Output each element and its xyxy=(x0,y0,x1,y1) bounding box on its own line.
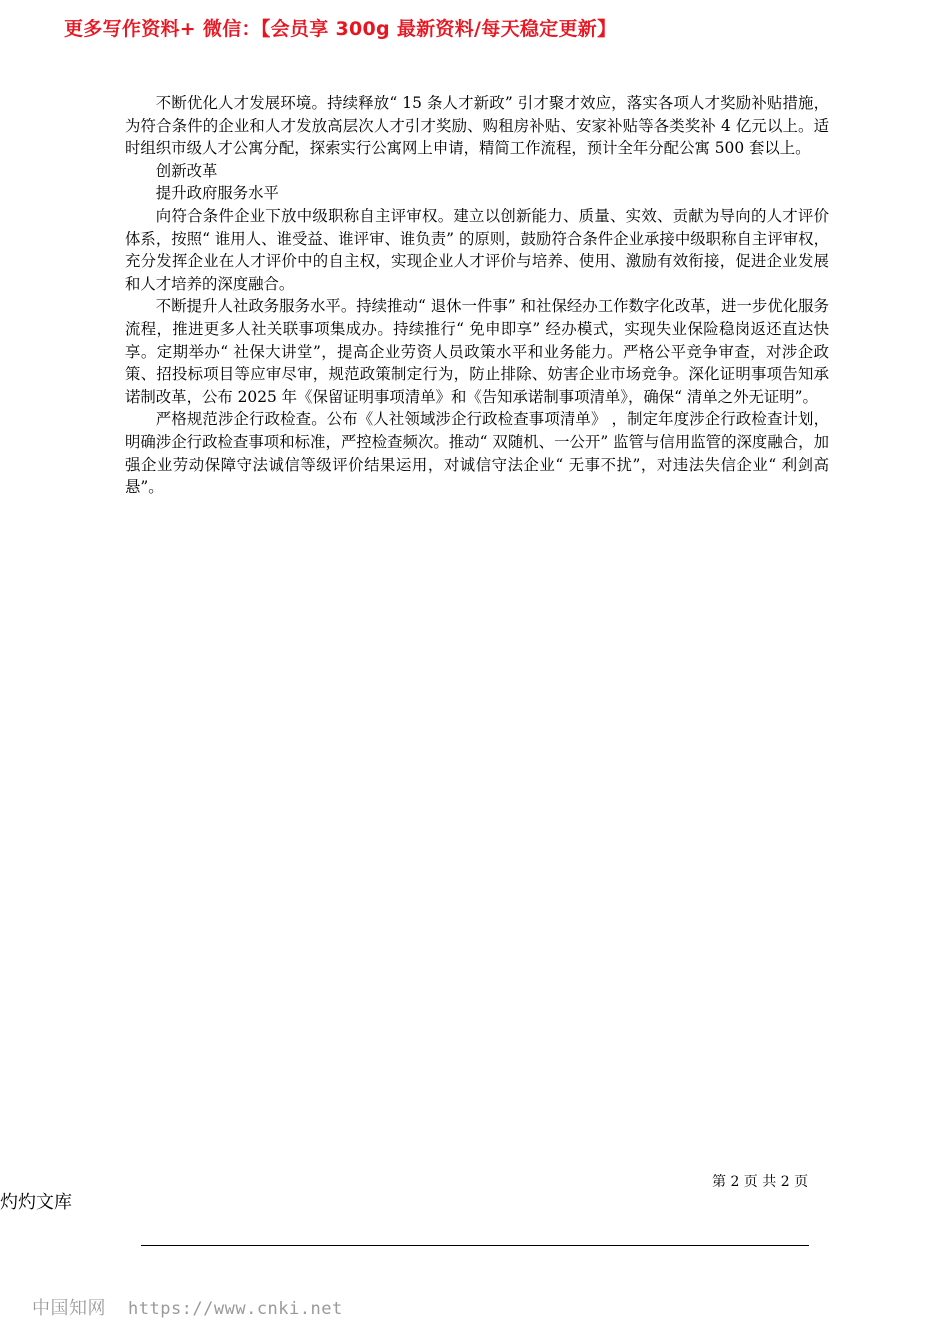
section-heading-innovation-reform: 创新改革 xyxy=(155,161,218,180)
promo-banner: 更多写作资料+ 微信：【会员享 300g 最新资料/每天稳定更新】 xyxy=(64,18,617,40)
paragraph-inspection: 严格规范涉企行政检查。公布《人社领域涉企行政检查事项清单》 ，制定年度涉企行政检查计划，明确涉企行政检查事项和标准，严控检查频次。推动“ 双随机、一公开” 监管与信用监管的深度融合，加强企业劳动保障守法诚信等级评价结果运用，对诚信守法企业“ 无事不扰”，对违法失信企业“ 利剑高悬”。 xyxy=(125,410,829,497)
paragraph-talent-environment: 不断优化人才发展环境。持续释放“ 15 条人才新政” 引才聚才效应，落实各项人才奖励补贴措施，为符合条件的企业和人才发放高层次人才引才奖励、购租房补贴、安家补贴等各类奖补 4 亿元以上。适时组织市级人才公寓分配，探索实行公寓网上申请，精简工作流程，预计全年分配公寓 500 套以上。 xyxy=(125,94,829,158)
cnki-watermark xyxy=(32,1294,343,1320)
document-body xyxy=(125,92,829,499)
paragraph-title-review: 向符合条件企业下放中级职称自主评审权。建立以创新能力、质量、实效、贡献为导向的人才评价体系，按照“ 谁用人、谁受益、谁评审、谁负责” 的原则，鼓励符合条件企业承接中级职称自主评审权，充分发挥企业在人才评价中的自主权，实现企业人才评价与培养、使用、激励有效衔接，促进企业发展和人才培养的深度融合。 xyxy=(125,206,829,293)
page-number: 第 2 页 共 2 页 xyxy=(712,1174,809,1190)
section-heading-government-service: 提升政府服务水平 xyxy=(155,184,279,203)
paragraph-service-level: 不断提升人社政务服务水平。持续推动“ 退休一件事” 和社保经办工作数字化改革，进一步优化服务流程，推进更多人社关联事项集成办。持续推行“ 免申即享” 经办模式，实现失业保险稳岗返还直达快享。定期举办“ 社保大讲堂”，提高企业劳资人员政策水平和业务能力。严格公平竞争审查，对涉企政策、招投标项目等应审尽审，规范政策制定行为，防止排除、妨害企业市场竞争。深化证明事项告知承诺制改革，公布 2025 年《保留证明事项清单》和《告知承诺制事项清单》，确保“ 清单之外无证明”。 xyxy=(125,297,829,406)
watermark-name: 中国知网 xyxy=(32,1298,106,1319)
footer-divider xyxy=(141,1245,809,1246)
footer-brand: 灼灼文库 xyxy=(0,1192,72,1213)
watermark-url: https://www.cnki.net xyxy=(128,1299,343,1319)
